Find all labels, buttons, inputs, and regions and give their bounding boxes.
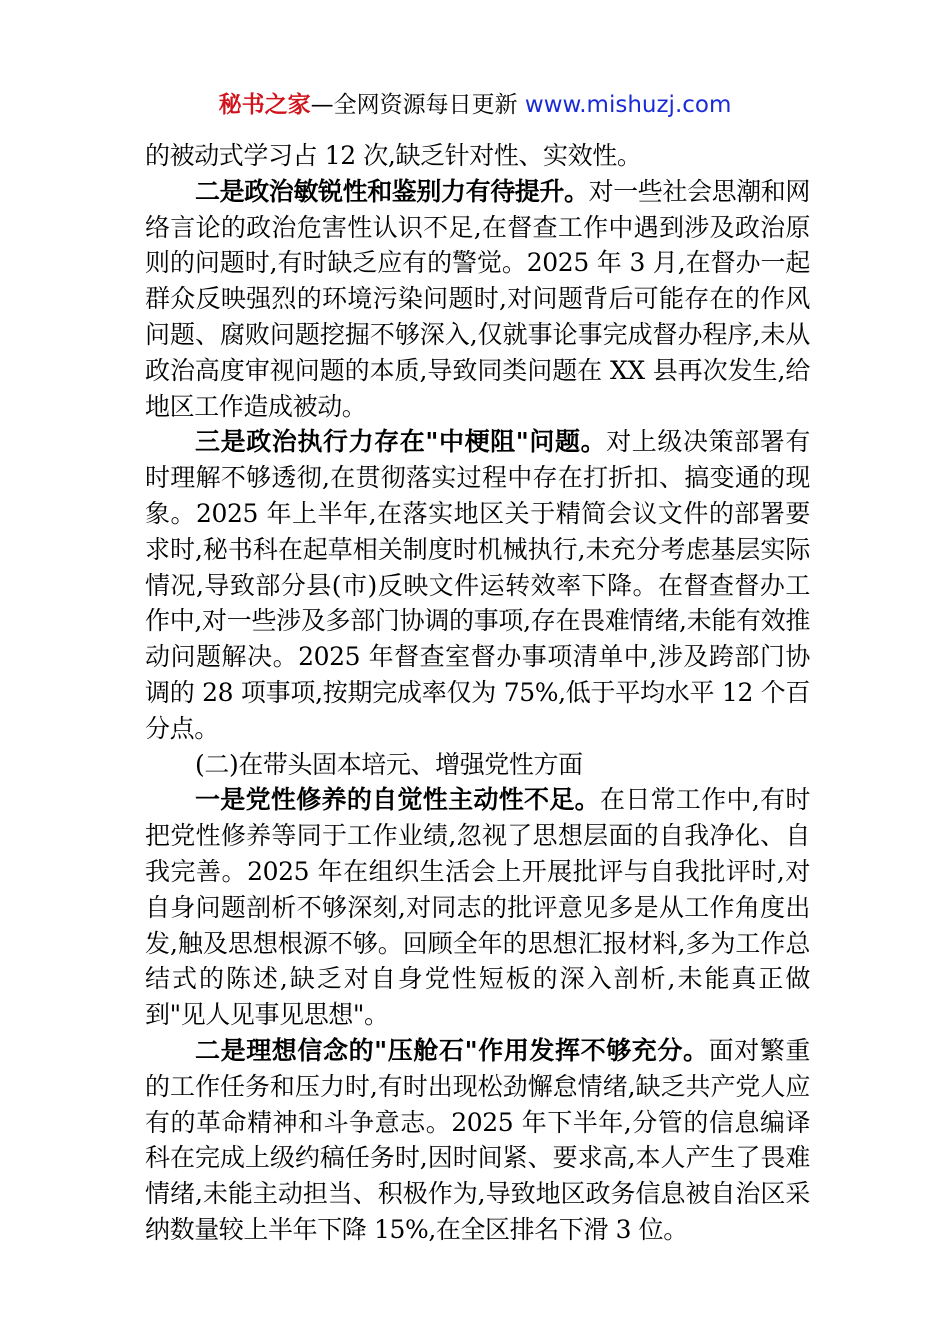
paragraph-ideals <box>145 1033 810 1248</box>
paragraph-lead: 二是政治敏锐性和鉴别力有待提升。 <box>195 176 589 206</box>
paragraph-party-spirit <box>145 782 810 1033</box>
document-body <box>145 138 810 1248</box>
paragraph-lead: 三是政治执行力存在"中梗阻"问题。 <box>195 427 607 457</box>
paragraph-lead: 二是理想信念的"压舱石"作用发挥不够充分。 <box>195 1035 709 1065</box>
site-url[interactable]: www.mishuzj.com <box>524 92 732 118</box>
page-header <box>0 88 950 122</box>
paragraph-continuation <box>145 138 810 174</box>
paragraph-text: 对一些社会思潮和网络言论的政治危害性认识不足,在督查工作中遇到涉及政治原则的问题时,有时缺乏应有的警觉。2025 年 3 月,在督办一起群众反映强烈的环境污染问题时,对问题背后可能存在的作风问题、腐败问题挖掘不够深入,仅就事论事完成督办程序,未从政治高度审视问题的本质,导致同类问题在 XX 县再次发生,给地区工作造成被动。 <box>145 176 811 421</box>
paragraph-text: 的被动式学习占 12 次,缺乏针对性、实效性。 <box>145 141 642 170</box>
paragraph-text: 对上级决策部署有时理解不够透彻,在贯彻落实过程中存在打折扣、搞变通的现象。2025 年上半年,在落实地区关于精简会议文件的部署要求时,秘书科在起草相关制度时机械执行,未充分考虑基层实际情况,导致部分县(市)反映文件运转效率下降。在督查督办工作中,对一些涉及多部门协调的事项,存在畏难情绪,未能有效推动问题解决。2025 年督查室督办事项清单中,涉及跨部门协调的 28 项事项,按期完成率仅为 75%,低于平均水平 12 个百分点。 <box>145 427 810 743</box>
section-heading-text: (二)在带头固本培元、增强党性方面 <box>195 749 583 779</box>
site-name: 秘书之家 <box>218 92 311 118</box>
paragraph-text: 在日常工作中,有时把党性修养等同于工作业绩,忽视了思想层面的自我净化、自我完善。2025 年在组织生活会上开展批评与自我批评时,对自身问题剖析不够深刻,对同志的批评意见多是从工作角度出发,触及思想根源不够。回顾全年的思想汇报材料,多为工作总结式的陈述,缺乏对自身党性短板的深入剖析,未能真正做到"见人见事见思想"。 <box>145 785 810 1030</box>
paragraph-political-sensitivity <box>145 174 810 425</box>
paragraph-lead: 一是党性修养的自觉性主动性不足。 <box>195 785 600 815</box>
paragraph-execution <box>145 424 810 746</box>
section-heading <box>145 747 810 783</box>
paragraph-text: 面对繁重的工作任务和压力时,有时出现松劲懈怠情绪,缺乏共产党人应有的革命精神和斗争意志。2025 年下半年,分管的信息编译科在完成上级约稿任务时,因时间紧、要求高,本人产生了畏难情绪,未能主动担当、积极作为,导致地区政务信息被自治区采纳数量较上半年下降 15%,在全区排名下滑 3 位。 <box>145 1035 811 1244</box>
header-tagline: —全网资源每日更新 <box>310 92 525 118</box>
